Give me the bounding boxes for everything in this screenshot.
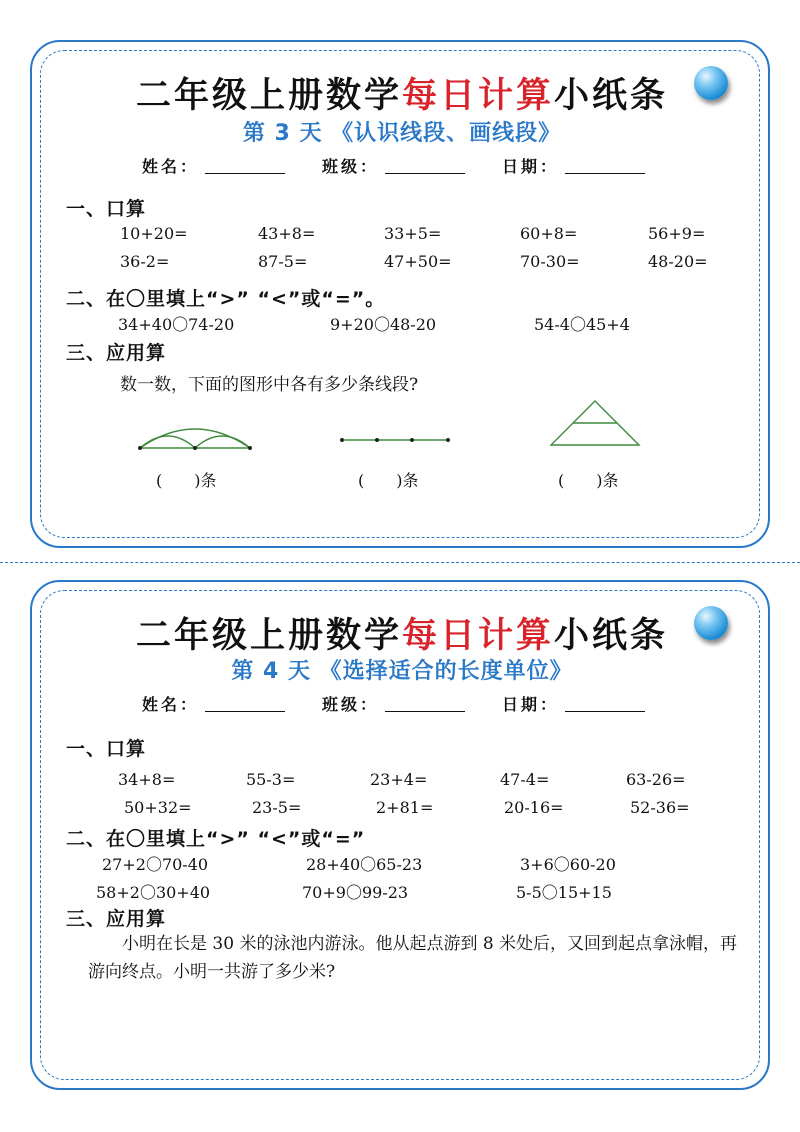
problem: 2+81= xyxy=(376,798,434,817)
blue-ball-icon xyxy=(694,606,728,640)
class-label: 班级： xyxy=(322,695,380,714)
problem: 48-20= xyxy=(648,252,708,271)
compare-item: 34+40〇74-20 xyxy=(118,315,235,334)
name-blank[interactable] xyxy=(205,711,285,712)
triangle-figure-icon xyxy=(548,398,642,448)
problem: 34+8= xyxy=(118,770,176,789)
class-field[interactable] xyxy=(322,154,465,177)
problem: 20-16= xyxy=(504,798,564,817)
class-field[interactable] xyxy=(322,692,465,715)
name-label: 姓名： xyxy=(142,157,200,176)
answer-blank[interactable]: ( )条 xyxy=(156,471,217,490)
problem: 55-3= xyxy=(246,770,296,789)
compare-item: 3+6〇60-20 xyxy=(520,855,616,874)
name-field[interactable] xyxy=(142,154,285,177)
date-field[interactable] xyxy=(502,154,645,177)
problem: 52-36= xyxy=(630,798,690,817)
compare-item: 58+2〇30+40 xyxy=(96,883,211,902)
section-heading-oral: 一、口算 xyxy=(66,738,147,760)
problem: 43+8= xyxy=(258,224,316,243)
section-heading-applied: 三、应用算 xyxy=(66,342,167,364)
problem: 87-5= xyxy=(258,252,308,271)
segment-line-icon xyxy=(338,434,452,446)
blue-ball-icon xyxy=(694,66,728,100)
lesson-subtitle: 第 4 天 《选择适合的长度单位》 xyxy=(231,659,573,684)
problem: 50+32= xyxy=(124,798,192,817)
class-label: 班级： xyxy=(322,157,380,176)
problem: 36-2= xyxy=(120,252,170,271)
problem: 70-30= xyxy=(520,252,580,271)
page-title: 二年级上册数学每日计算小纸条 xyxy=(135,616,669,656)
lesson-subtitle: 第 3 天 《认识线段、画线段》 xyxy=(242,121,562,146)
problem: 23+4= xyxy=(370,770,428,789)
name-field[interactable] xyxy=(142,692,285,715)
date-field[interactable] xyxy=(502,692,645,715)
compare-item: 70+9〇99-23 xyxy=(302,883,409,902)
answer-blank[interactable]: ( )条 xyxy=(558,471,619,490)
compare-item: 28+40〇65-23 xyxy=(306,855,423,874)
compare-item: 54-4〇45+4 xyxy=(534,315,630,334)
answer-blank[interactable]: ( )条 xyxy=(358,471,419,490)
problem: 56+9= xyxy=(648,224,706,243)
problem: 33+5= xyxy=(384,224,442,243)
cut-line xyxy=(0,562,800,563)
worksheet-card-day4 xyxy=(30,580,770,1090)
section-heading-oral: 一、口算 xyxy=(66,198,147,220)
arc-figure-icon xyxy=(136,412,256,452)
section-heading-compare: 二、在〇里填上“>” “<”或“=”。 xyxy=(66,288,386,310)
section-heading-applied: 三、应用算 xyxy=(66,908,167,930)
date-label: 日期： xyxy=(502,157,560,176)
problem: 10+20= xyxy=(120,224,188,243)
compare-item: 5-5〇15+15 xyxy=(516,883,612,902)
worksheet-card-day3 xyxy=(30,40,770,548)
problem: 23-5= xyxy=(252,798,302,817)
section-heading-compare: 二、在〇里填上“>” “<”或“=” xyxy=(66,828,366,850)
problem: 47-4= xyxy=(500,770,550,789)
class-blank[interactable] xyxy=(385,173,465,174)
applied-question: 小明在长是 30 米的泳池内游泳。他从起点游到 8 米处后，又回到起点拿泳帽，再游向终点。小明一共游了多少米? xyxy=(88,934,738,982)
problem: 63-26= xyxy=(626,770,686,789)
name-blank[interactable] xyxy=(205,173,285,174)
problem: 60+8= xyxy=(520,224,578,243)
compare-item: 9+20〇48-20 xyxy=(330,315,437,334)
date-blank[interactable] xyxy=(565,711,645,712)
date-label: 日期： xyxy=(502,695,560,714)
class-blank[interactable] xyxy=(385,711,465,712)
name-label: 姓名： xyxy=(142,695,200,714)
applied-question: 数一数，下面的图形中各有多少条线段? xyxy=(120,375,419,395)
date-blank[interactable] xyxy=(565,173,645,174)
problem: 47+50= xyxy=(384,252,452,271)
compare-item: 27+2〇70-40 xyxy=(102,855,209,874)
page-title: 二年级上册数学每日计算小纸条 xyxy=(135,76,669,116)
